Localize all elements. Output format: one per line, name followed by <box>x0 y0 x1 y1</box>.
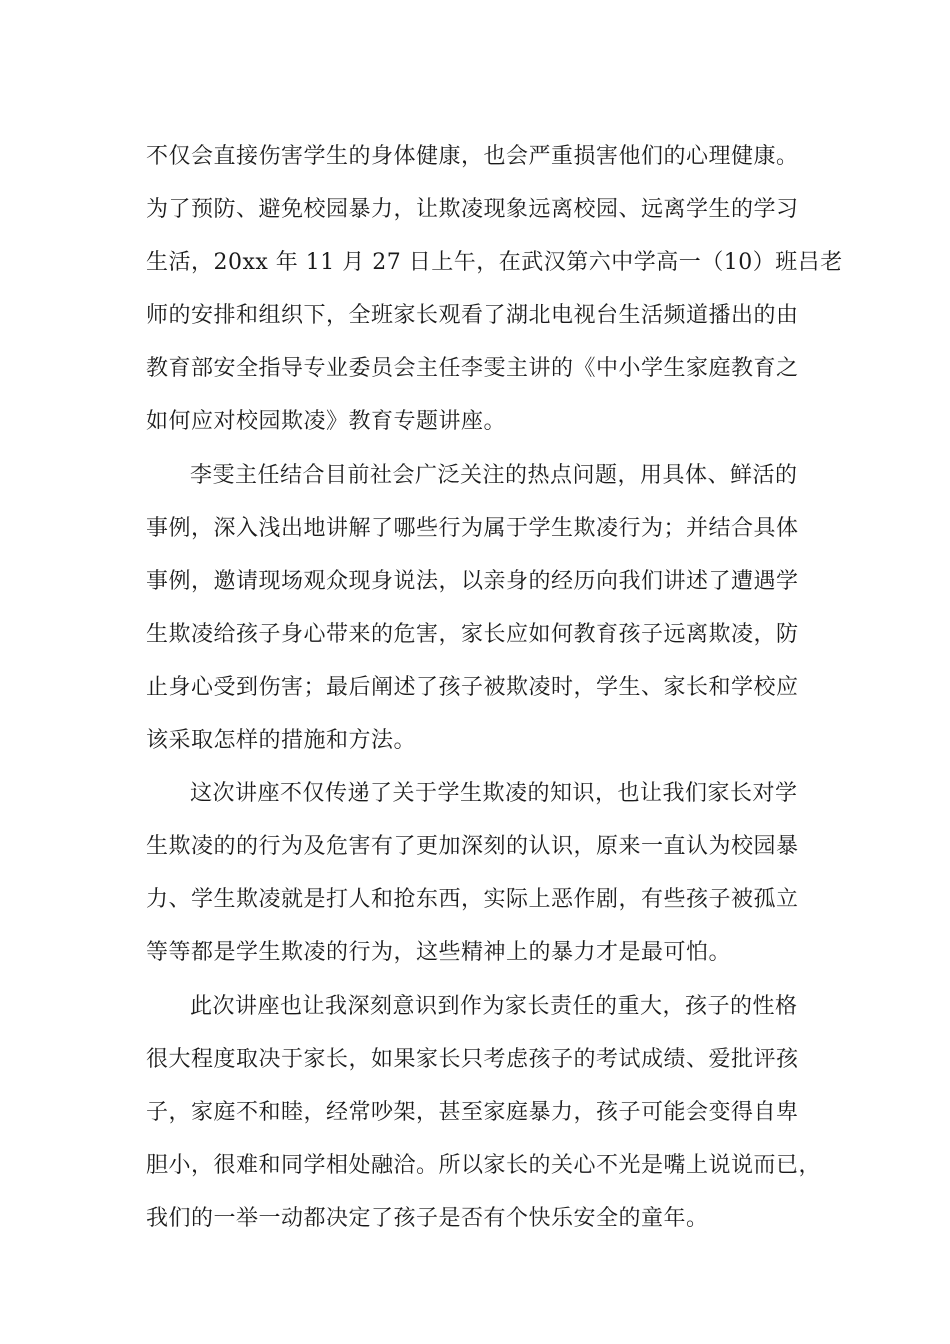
document-body <box>146 130 843 1245</box>
text-line: 生活，20xx 年 11 月 27 日上午，在武汉第六中学高一（10）班吕老 <box>146 250 843 276</box>
text-line: 等等都是学生欺凌的行为，这些精神上的暴力才是最可怕。 <box>146 940 732 966</box>
text-line: 很大程度取决于家长，如果家长只考虑孩子的考试成绩、爱批评孩 <box>146 1046 799 1072</box>
text-line: 为了预防、避免校园暴力，让欺凌现象远离校园、远离学生的学习 <box>146 197 799 223</box>
text-line: 止身心受到伤害；最后阐述了孩子被欺凌时，学生、家长和学校应 <box>146 674 799 700</box>
text-line: 生欺凌给孩子身心带来的危害，家长应如何教育孩子远离欺凌，防 <box>146 621 799 647</box>
text-line: 事例，深入浅出地讲解了哪些行为属于学生欺凌行为；并结合具体 <box>146 515 799 541</box>
text-line: 不仅会直接伤害学生的身体健康，也会严重损害他们的心理健康。 <box>146 144 799 169</box>
text-line: 教育部安全指导专业委员会主任李雯主讲的《中小学生家庭教育之 <box>146 356 799 382</box>
text-line: 如何应对校园欺凌》教育专题讲座。 <box>146 409 507 435</box>
text-line: 该采取怎样的措施和方法。 <box>146 728 417 754</box>
text-line: 师的安排和组织下，全班家长观看了湖北电视台生活频道播出的由 <box>146 303 799 329</box>
text-line: 力、学生欺凌就是打人和抢东西，实际上恶作剧，有些孩子被孤立 <box>146 887 799 913</box>
text-line: 我们的一举一动都决定了孩子是否有个快乐安全的童年。 <box>146 1205 709 1231</box>
text-line: 胆小，很难和同学相处融洽。所以家长的关心不光是嘴上说说而已， <box>146 1152 822 1178</box>
paragraph-first-line: 这次讲座不仅传递了关于学生欺凌的知识，也让我们家长对学 <box>190 781 798 807</box>
paragraph-first-line: 李雯主任结合目前社会广泛关注的热点问题，用具体、鲜活的 <box>190 462 798 488</box>
paragraph-first-line: 此次讲座也让我深刻意识到作为家长责任的重大，孩子的性格 <box>190 993 798 1019</box>
text-line: 子，家庭不和睦，经常吵架，甚至家庭暴力，孩子可能会变得自卑 <box>146 1099 799 1125</box>
text-line: 事例，邀请现场观众现身说法，以亲身的经历向我们讲述了遭遇学 <box>146 568 799 594</box>
text-line: 生欺凌的的行为及危害有了更加深刻的认识，原来一直认为校园暴 <box>146 834 799 860</box>
